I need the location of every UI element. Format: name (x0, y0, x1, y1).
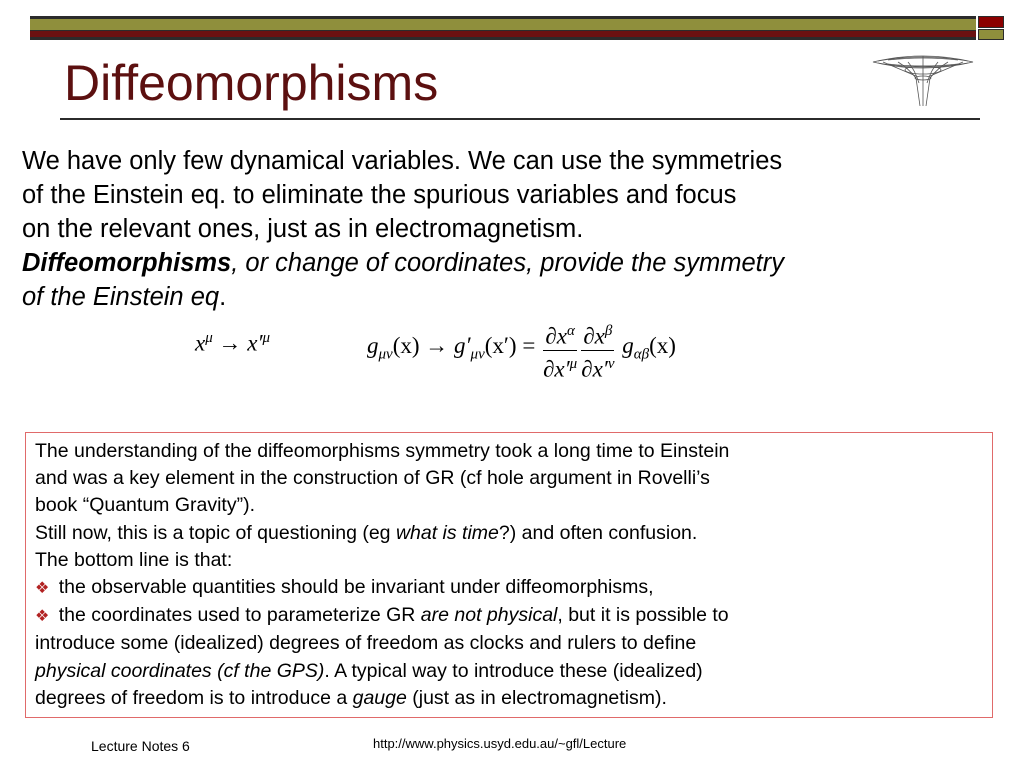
box-line (35, 520, 990, 547)
eq-sub: μν (378, 346, 393, 363)
body-text (22, 144, 1012, 314)
eq-arg: (x) (649, 332, 676, 358)
eq-arrow: → (218, 330, 242, 356)
italic-text: of the Einstein eq (22, 283, 220, 311)
eq-sup: μ (205, 330, 213, 346)
eq-symbol: ∂x (583, 323, 605, 349)
footer-url[interactable]: http://www.physics.usyd.edu.au/~gfl/Lecture (373, 736, 627, 751)
coordinate-transform-equation (195, 330, 270, 357)
box-line: book “Quantum Gravity”). (35, 494, 255, 517)
corner-square-red (978, 16, 1004, 28)
eq-arg: (x) (392, 332, 420, 358)
text: (just as in electromagnetism). (406, 686, 667, 709)
eq-arg: (x′) = (484, 332, 536, 358)
text: Still now, this is a topic of questioning (eg (35, 521, 396, 544)
box-line (35, 658, 990, 685)
text: . A typical way to introduce these (idealized) (324, 659, 703, 682)
spacetime-funnel-icon (868, 48, 978, 110)
body-line: We have only few dynamical variables. We can use the symmetries (22, 147, 783, 175)
eq-symbol: x′ (247, 330, 263, 356)
eq-sup: ν (607, 355, 615, 372)
metric-transform-equation (367, 318, 676, 382)
italic-text: are not physical (420, 604, 558, 627)
text: the coordinates used to parameterize GR (53, 604, 421, 627)
slide-title: Diffeomorphisms (64, 55, 439, 111)
frac-den (581, 351, 614, 383)
box-line: introduce some (idealized) degrees of freedom as clocks and rulers to define (35, 632, 697, 655)
box-line: The bottom line is that: (35, 548, 233, 571)
text: degrees of freedom is to introduce a (35, 686, 353, 709)
body-line (22, 280, 1012, 314)
eq-sup: μ (569, 355, 578, 372)
bullet-item (35, 574, 990, 602)
title-underline (60, 118, 980, 120)
eq-sup: β (604, 323, 613, 339)
italic-text: , or change of coordinates, provide the symmetry (231, 249, 785, 277)
body-line (22, 246, 1012, 280)
eq-symbol: g′ (454, 332, 471, 358)
italic-text: gauge (352, 686, 407, 709)
body-line: on the relevant ones, just as in electromagnetism. (22, 215, 584, 243)
period: . (219, 283, 227, 311)
eq-rhs (622, 320, 676, 381)
corner-square-olive (978, 29, 1004, 40)
italic-text: physical coordinates (cf the GPS) (35, 659, 325, 682)
eq-symbol: ∂x (545, 323, 567, 349)
italic-text: what is time (395, 521, 499, 544)
text: , but it is possible to (557, 604, 729, 627)
diamond-bullet-icon: ❖ (35, 580, 50, 598)
frac-den (543, 351, 577, 383)
body-line: of the Einstein eq. to eliminate the spurious variables and focus (22, 181, 737, 209)
top-decorative-bar (30, 16, 976, 40)
eq-arrow: → (425, 332, 449, 358)
eq-symbol: g (367, 332, 379, 358)
eq-lhs (367, 320, 535, 381)
corner-squares (978, 16, 1004, 40)
text: ?) and often confusion. (498, 521, 698, 544)
box-line (35, 685, 990, 712)
eq-symbol: g (622, 332, 634, 358)
eq-symbol: x (195, 330, 206, 356)
eq-symbol: ∂x′ (543, 356, 570, 382)
eq-fraction (543, 318, 577, 382)
eq-sup: μ (262, 330, 271, 346)
eq-fraction (581, 318, 614, 382)
text: the observable quantities should be invariant under diffeomorphisms, (53, 576, 654, 599)
bold-term: Diffeomorphisms (22, 249, 232, 277)
frac-num (543, 318, 577, 351)
box-line: The understanding of the diffeomorphisms symmetry took a long time to Einstein (35, 440, 730, 462)
box-line: and was a key element in the construction of GR (cf hole argument in Rovelli’s (35, 467, 710, 490)
maroon-stripe (30, 31, 976, 37)
bullet-item (35, 602, 990, 630)
eq-sub: αβ (633, 346, 650, 363)
eq-symbol: ∂x′ (581, 356, 608, 382)
eq-sup: α (566, 323, 575, 339)
eq-sub: μν (470, 346, 485, 363)
frac-num (581, 318, 614, 351)
note-box-text (35, 438, 990, 712)
diamond-bullet-icon: ❖ (35, 608, 50, 626)
footer-lecture-notes: Lecture Notes 6 (91, 738, 190, 754)
